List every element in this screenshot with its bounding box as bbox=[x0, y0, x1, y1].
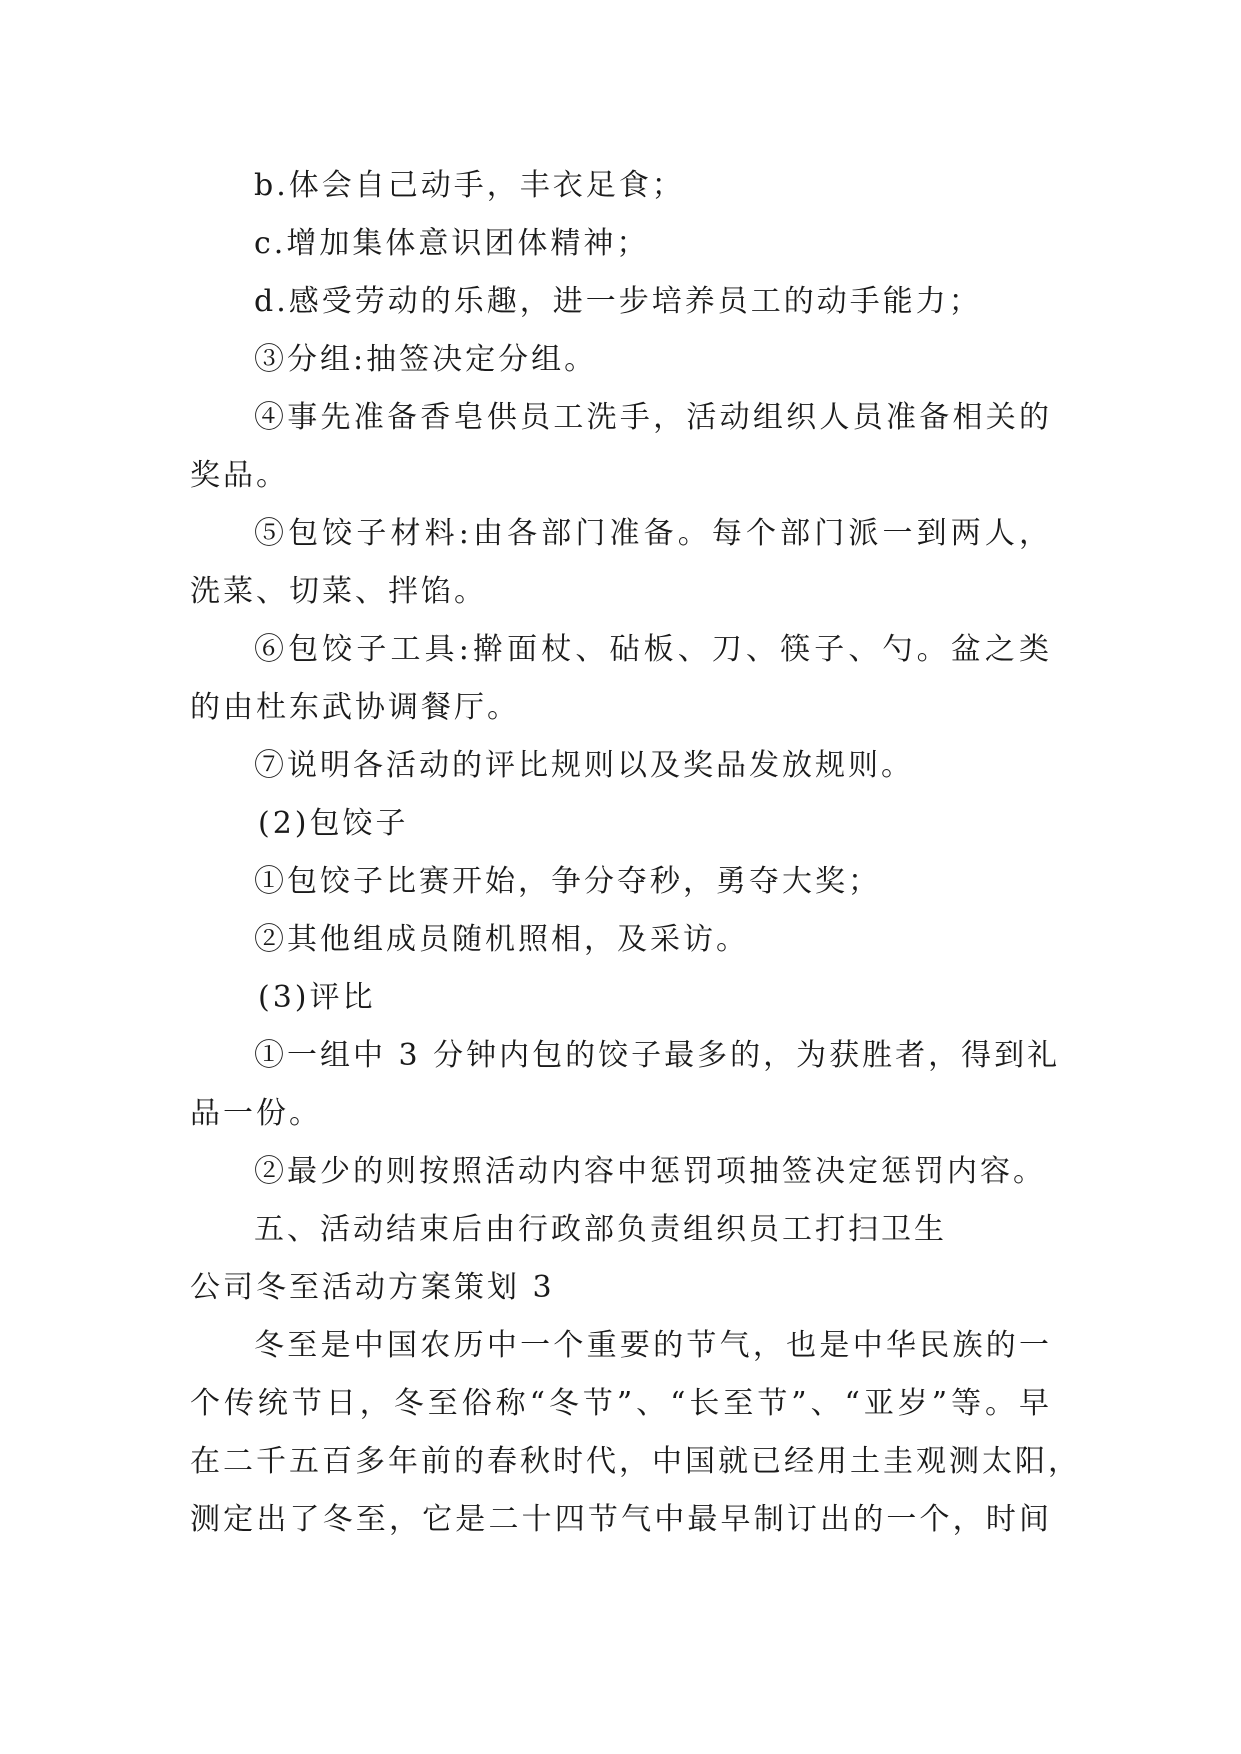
text-line: 品一份。 bbox=[190, 1096, 322, 1131]
text-line: ⑤包饺子材料:由各部门准备。每个部门派一到两人， bbox=[254, 516, 1052, 551]
document-heading: 公司冬至活动方案策划 3 bbox=[190, 1270, 555, 1305]
text-line: b.体会自己动手，丰衣足食； bbox=[254, 168, 685, 203]
text-line: c.增加集体意识团体精神； bbox=[254, 226, 650, 261]
text-line: 在二千五百多年前的春秋时代，中国就已经用土圭观测太阳， bbox=[190, 1444, 1081, 1479]
text-line: d.感受劳动的乐趣，进一步培养员工的动手能力； bbox=[254, 284, 982, 319]
text-line: ③分组:抽签决定分组。 bbox=[254, 342, 598, 377]
text-line: ④事先准备香皂供员工洗手，活动组织人员准备相关的 bbox=[254, 400, 1052, 435]
text-line: 冬至是中国农历中一个重要的节气，也是中华民族的一 bbox=[254, 1328, 1052, 1363]
text-line: 的由杜东武协调餐厅。 bbox=[190, 690, 520, 725]
text-line: 测定出了冬至，它是二十四节气中最早制订出的一个，时间 bbox=[190, 1502, 1052, 1537]
text-line: 五、活动结束后由行政部负责组织员工打扫卫生 bbox=[254, 1212, 947, 1247]
text-line: 奖品。 bbox=[190, 458, 289, 493]
text-line: ②最少的则按照活动内容中惩罚项抽签决定惩罚内容。 bbox=[254, 1154, 1046, 1189]
text-line: ⑦说明各活动的评比规则以及奖品发放规则。 bbox=[254, 748, 914, 783]
text-line: ⑥包饺子工具:擀面杖、砧板、刀、筷子、勺。盆之类 bbox=[254, 632, 1052, 667]
section-heading: (3)评比 bbox=[258, 980, 376, 1015]
text-line: ②其他组成员随机照相，及采访。 bbox=[254, 922, 749, 957]
text-line: 洗菜、切菜、拌馅。 bbox=[190, 574, 487, 609]
text-line: 个传统节日，冬至俗称“冬节”、“长至节”、“亚岁”等。早 bbox=[190, 1386, 1052, 1421]
text-line: ①包饺子比赛开始，争分夺秒，勇夺大奖； bbox=[254, 864, 881, 899]
text-line: ①一组中 3 分钟内包的饺子最多的，为获胜者，得到礼 bbox=[254, 1038, 1061, 1073]
section-heading: (2)包饺子 bbox=[258, 806, 409, 841]
